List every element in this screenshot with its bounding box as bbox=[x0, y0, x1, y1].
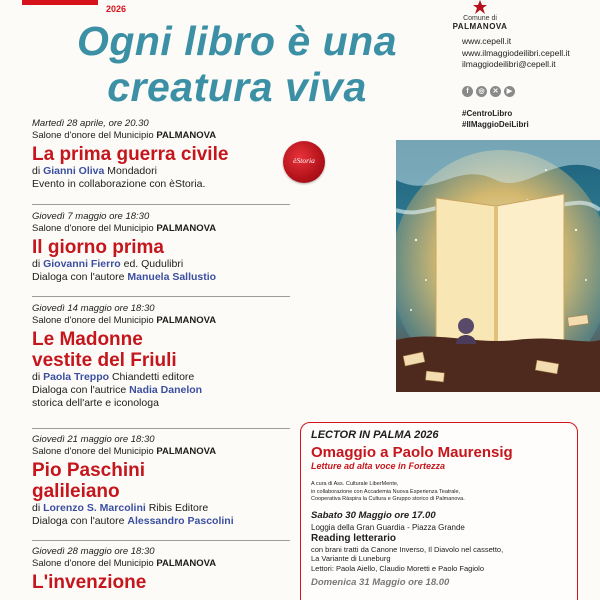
book-illustration bbox=[396, 140, 600, 392]
open-book-icon bbox=[436, 194, 564, 350]
event-venue: Salone d'onore del Municipio PALMANOVA bbox=[32, 315, 217, 326]
event-author-line: di Lorenzo S. Marcolini Ribis Editore bbox=[32, 502, 209, 514]
contacts bbox=[462, 36, 570, 71]
divider bbox=[32, 540, 290, 541]
top-red-bar bbox=[22, 0, 98, 5]
event-title-line-1: Le Madonne bbox=[32, 329, 143, 350]
lector-date: Sabato 30 Maggio ore 17.00 bbox=[311, 509, 436, 521]
event-5 bbox=[32, 546, 302, 593]
logo-big-text: PALMANOVA bbox=[452, 22, 508, 31]
logo-small-text: Comune di bbox=[463, 15, 497, 22]
title-line-2: creatura viva bbox=[107, 64, 367, 110]
youtube-icon[interactable]: ▶ bbox=[504, 86, 515, 97]
event-date: Giovedì 7 maggio ore 18:30 bbox=[32, 211, 150, 222]
comune-logo bbox=[440, 0, 520, 31]
estoria-seal: èStoria bbox=[283, 141, 325, 183]
hashtags bbox=[462, 108, 529, 130]
event-title: Il giorno prima bbox=[32, 237, 164, 258]
event-venue: Salone d'onore del Municipio PALMANOVA bbox=[32, 446, 217, 457]
lector-in-palma-box bbox=[300, 422, 578, 600]
event-dialog-line: Dialoga con l'autore Alessandro Pascolini bbox=[32, 515, 234, 527]
event-dialog-line: Dialoga con l'autore Manuela Sallustio bbox=[32, 271, 217, 283]
x-icon[interactable]: ✕ bbox=[490, 86, 501, 97]
event-1 bbox=[32, 118, 302, 191]
contact-email[interactable]: ilmaggiodeilibri@cepell.it bbox=[462, 59, 556, 69]
lector-subtitle: Letture ad alta voce in Fortezza bbox=[311, 461, 446, 471]
event-author-line: di Paola Treppo Chiandetti editore bbox=[32, 371, 195, 383]
lector-title: Omaggio a Paolo Maurensig bbox=[311, 444, 513, 461]
year-label: 2026 bbox=[106, 4, 127, 14]
event-dialog-line: Dialoga con l'autrice Nadia Danelon bbox=[32, 384, 203, 396]
title-line-1: Ogni libro è una bbox=[76, 18, 398, 64]
event-title-line-2: vestite del Friuli bbox=[32, 350, 177, 371]
event-venue: Salone d'onore del Municipio PALMANOVA bbox=[32, 558, 217, 569]
event-venue: Salone d'onore del Municipio PALMANOVA bbox=[32, 223, 217, 234]
event-4 bbox=[32, 434, 302, 528]
contact-site[interactable]: www.cepell.it bbox=[462, 36, 512, 46]
contact-site-2[interactable]: www.ilmaggiodeilibri.cepell.it bbox=[462, 47, 570, 58]
event-title: La prima guerra civile bbox=[32, 144, 229, 165]
event-date: Martedì 28 aprile, ore 20.30 bbox=[32, 118, 149, 129]
event-title-line-2: galileiano bbox=[32, 481, 120, 502]
lector-venue: Loggia della Gran Guardia - Piazza Grande bbox=[311, 522, 465, 532]
lector-credits: A cura di Ass. Culturale LiberMente, in collaborazione con Accademia Nuova Esperienza Teatrale, Cooperativa Ràspira la Cultura e Gruppo storico di Palmanova. bbox=[311, 481, 465, 502]
event-date: Giovedì 14 maggio ore 18:30 bbox=[32, 303, 155, 314]
divider bbox=[32, 428, 290, 429]
event-author-line: di Giovanni Fierro ed. Qudulibri bbox=[32, 258, 184, 270]
divider bbox=[32, 204, 290, 205]
palmanova-star-icon bbox=[473, 0, 487, 14]
divider bbox=[32, 296, 290, 297]
page-title bbox=[22, 18, 452, 110]
social-icons bbox=[462, 86, 515, 97]
event-author-line: di Gianni Oliva Mondadori bbox=[32, 165, 157, 177]
hashtag-centrolibro: #CentroLibro bbox=[462, 109, 513, 118]
lector-reading: Reading letterario bbox=[311, 532, 397, 544]
event-2 bbox=[32, 211, 302, 284]
hashtag-maggio: #IlMaggioDeiLibri bbox=[462, 120, 529, 129]
event-dialog-role: storica dell'arte e iconologa bbox=[32, 397, 159, 409]
facebook-icon[interactable]: f bbox=[462, 86, 473, 97]
event-title: L'invenzione bbox=[32, 572, 147, 593]
lector-list: con brani tratti da Canone Inverso, Il Diavolo nel cassetto, La Variante di Luneburg Lettori: Paola Aiello, Claudio Moretti e Paolo Fagiolo bbox=[311, 544, 504, 573]
event-date: Giovedì 21 maggio ore 18:30 bbox=[32, 434, 155, 445]
event-date: Giovedì 28 maggio ore 18:30 bbox=[32, 546, 155, 557]
event-3 bbox=[32, 303, 302, 410]
event-title-line-1: Pio Paschini bbox=[32, 460, 145, 481]
instagram-icon[interactable]: ◎ bbox=[476, 86, 487, 97]
event-venue: Salone d'onore del Municipio PALMANOVA bbox=[32, 130, 217, 141]
event-note: Evento in collaborazione con èStoria. bbox=[32, 178, 206, 190]
lector-next-date: Domenica 31 Maggio ore 18.00 bbox=[311, 577, 450, 588]
lector-heading: LECTOR IN PALMA 2026 bbox=[311, 429, 439, 441]
